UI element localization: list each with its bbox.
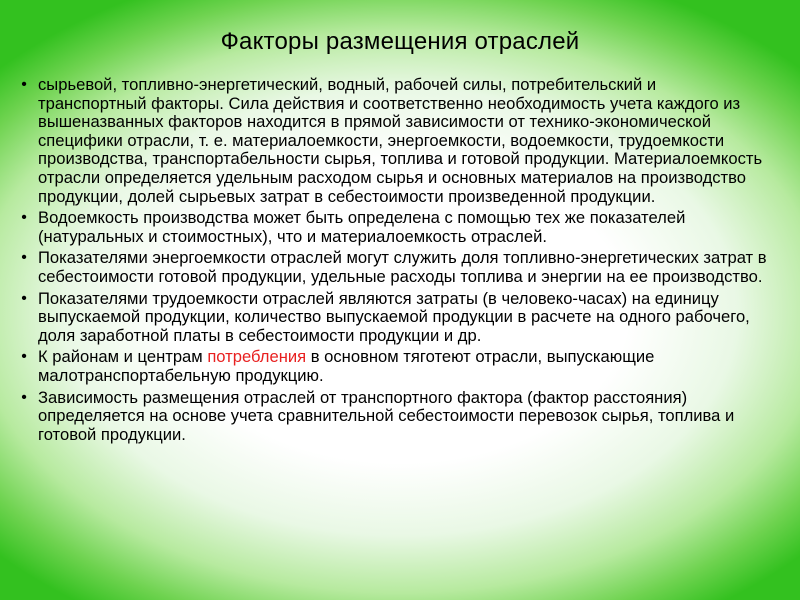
bullet-icon: • (21, 209, 27, 227)
bullet-item-raw-materials (18, 76, 768, 206)
bullet-text: Показателями трудоемкости отраслей являются затраты (в человеко-часах) на единицу выпускаемой продукции, количество выпускаемой продукции в расчете на одного рабочего, доля заработной платы в себестоимости продукции и др. (38, 288, 750, 345)
bullet-icon: • (21, 289, 27, 307)
bullet-item-labor-intensity (18, 290, 768, 346)
bullet-icon: • (21, 249, 27, 267)
bullet-text: Водоемкость производства может быть определена с помощью тех же показателей (натуральных и стоимостных), что и материалоемкость отраслей. (38, 208, 686, 246)
slide-title: Факторы размещения отраслей (220, 28, 580, 55)
bullet-item-transport (18, 389, 768, 445)
bullet-text: сырьевой, топливно-энергетический, водный, рабочей силы, потребительский и транспортный факторы. Сила действия и соответственно необходимость учета каждого из вышеназванных факторов находится в прямой зависимости от технико-экономической специфики отрасли, т. е. материалоемкости, энергоемкости, водоемкости, трудоемкости производства, транспортабельности сырья, топлива и готовой продукции. Материалоемкость отрасли определяется удельным расходом сырья и основных материалов на производство продукции, долей сырьевых затрат в себестоимости произведенной продукции. (38, 75, 763, 206)
bullet-text-before: К районам и центрам (38, 347, 208, 367)
bullet-item-water-intensity (18, 209, 768, 246)
bullet-list (18, 76, 768, 447)
bullet-text (38, 348, 768, 385)
bullet-text-after: в основном тяготеют отрасли, выпускающие малотранспортабельную продукцию. (38, 347, 655, 385)
bullet-item-energy-intensity (18, 249, 768, 286)
bullet-icon: • (21, 388, 27, 406)
highlighted-word: потребления (207, 347, 307, 367)
bullet-icon: • (21, 348, 27, 366)
bullet-text: Показателями энергоемкости отраслей могут служить доля топливно-энергетических затрат в себестоимости готовой продукции, удельные расходы топлива и энергии на ее производство. (38, 248, 767, 286)
bullet-item-consumption (18, 348, 768, 385)
bullet-text: Зависимость размещения отраслей от транспортного фактора (фактор расстояния) определяется на основе учета сравнительной себестоимости перевозок сырья, топлива и готовой продукции. (38, 387, 735, 444)
bullet-icon: • (21, 76, 27, 93)
